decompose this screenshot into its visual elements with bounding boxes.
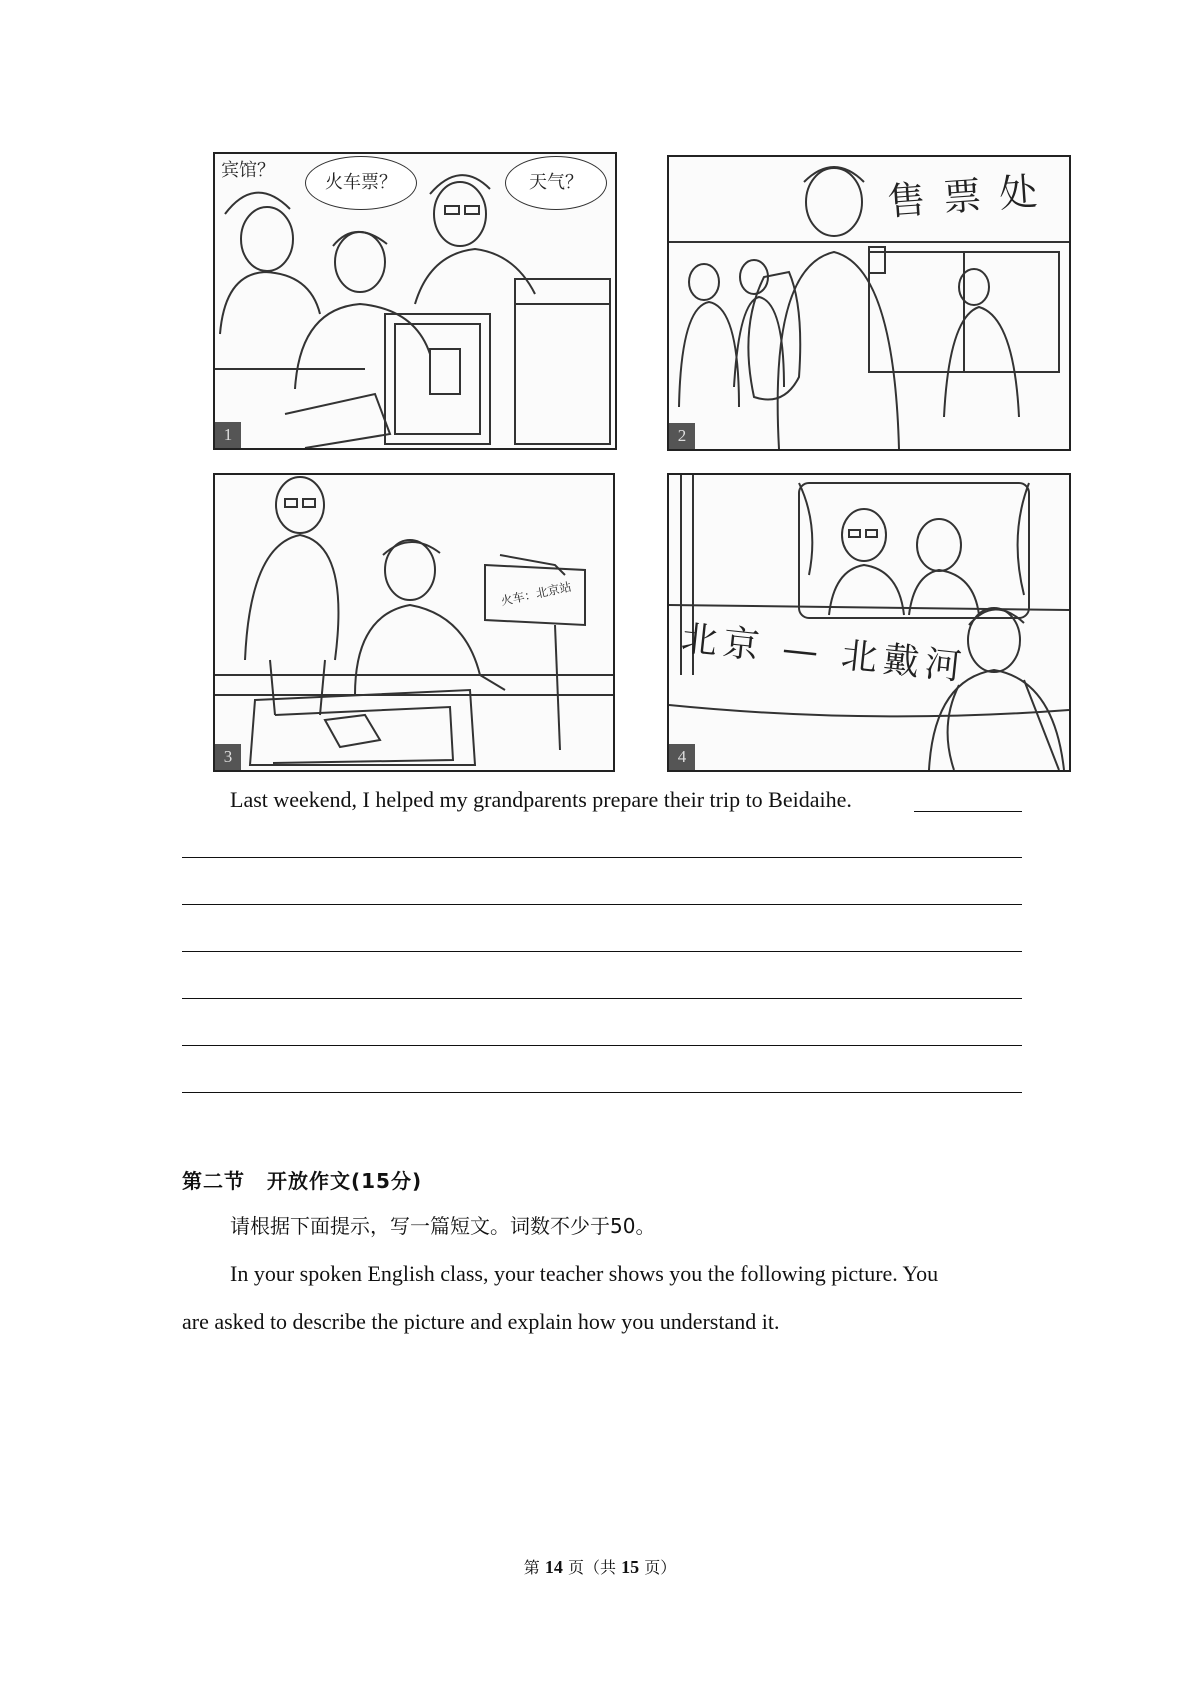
panel-3-illustration (215, 475, 613, 770)
comic-panel-4 (667, 473, 1071, 772)
panel-number: 2 (669, 423, 695, 449)
bubble-hotel: 宾馆？ (221, 160, 275, 181)
footer-prefix: 第 (523, 1558, 540, 1577)
writing-line[interactable] (182, 1092, 1022, 1093)
bubble-train-ticket: 火车票？ (305, 156, 417, 210)
prompt-sentence (230, 786, 852, 814)
section-heading (182, 1165, 422, 1194)
box-label: 火车：北京站 (499, 579, 573, 609)
task-paragraph-line-2: are asked to describe the picture and explain how you understand it. (182, 1309, 780, 1334)
footer-page-number: 14 (544, 1557, 563, 1577)
panel-number: 1 (215, 422, 241, 448)
footer-suffix: 页） (644, 1558, 677, 1577)
comic-panel-1 (213, 152, 617, 450)
panel-number: 3 (215, 744, 241, 770)
section-title: 开放作文(15分) (267, 1169, 423, 1193)
writing-line[interactable] (182, 951, 1022, 952)
train-destination-sign: 北京 — 北戴河 (679, 618, 969, 689)
ticket-office-sign: 售票处 (885, 168, 1057, 224)
prompt-text: Last weekend, I helped my grandparents prepare their trip to Beidaihe. (230, 787, 852, 812)
writing-line[interactable] (182, 904, 1022, 905)
page-footer (0, 1555, 1200, 1578)
writing-line[interactable] (182, 1045, 1022, 1046)
task-paragraph-line-1: In your spoken English class, your teacher shows you the following picture. You (230, 1261, 939, 1286)
footer-middle: 页（共 (567, 1558, 616, 1577)
comic-panel-2 (667, 155, 1071, 451)
comic-panel-3 (213, 473, 615, 772)
answer-blank-first[interactable] (914, 811, 1022, 812)
section-number: 第二节 (182, 1169, 245, 1193)
bubble-weather: 天气？ (505, 156, 607, 210)
footer-total-pages: 15 (621, 1557, 640, 1577)
panel-number: 4 (669, 744, 695, 770)
section-instruction: 请根据下面提示，写一篇短文。词数不少于50。 (230, 1214, 656, 1238)
writing-line[interactable] (182, 857, 1022, 858)
writing-line[interactable] (182, 998, 1022, 999)
